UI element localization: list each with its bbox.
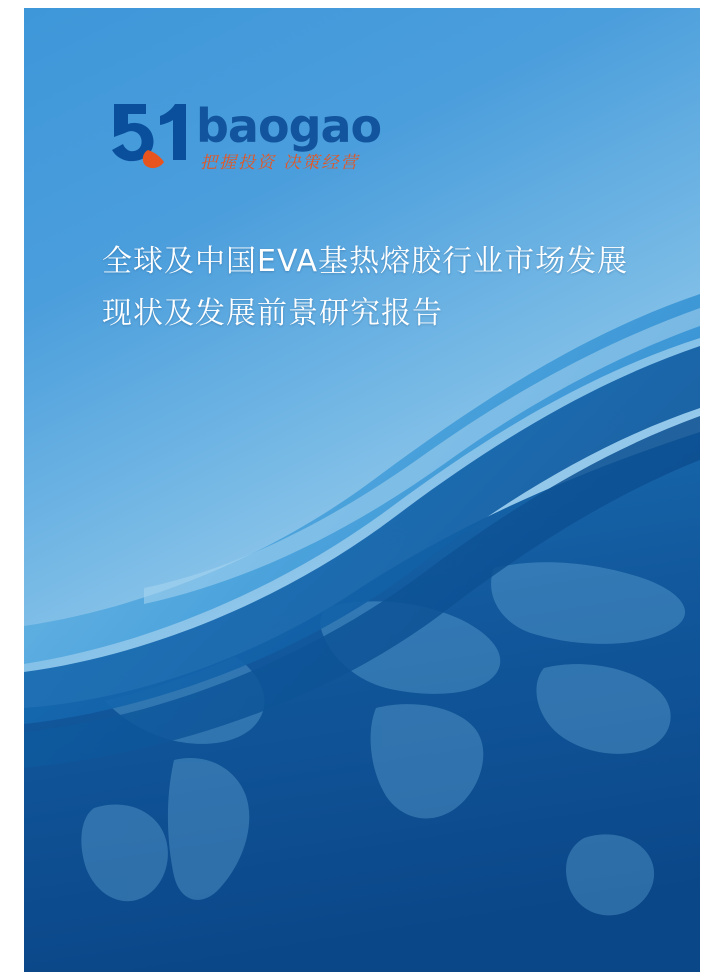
page-title: 全球及中国EVA基热熔胶行业市场发展现状及发展前景研究报告 bbox=[102, 244, 629, 331]
51baogao-logo-icon bbox=[104, 90, 434, 180]
cover-artwork bbox=[24, 8, 700, 972]
svg-text:baogao: baogao bbox=[196, 99, 382, 153]
logo-mark bbox=[112, 104, 186, 168]
svg-text:把握投资 决策经营: 把握投资 决策经营 bbox=[200, 153, 360, 173]
brand-logo bbox=[104, 90, 434, 180]
